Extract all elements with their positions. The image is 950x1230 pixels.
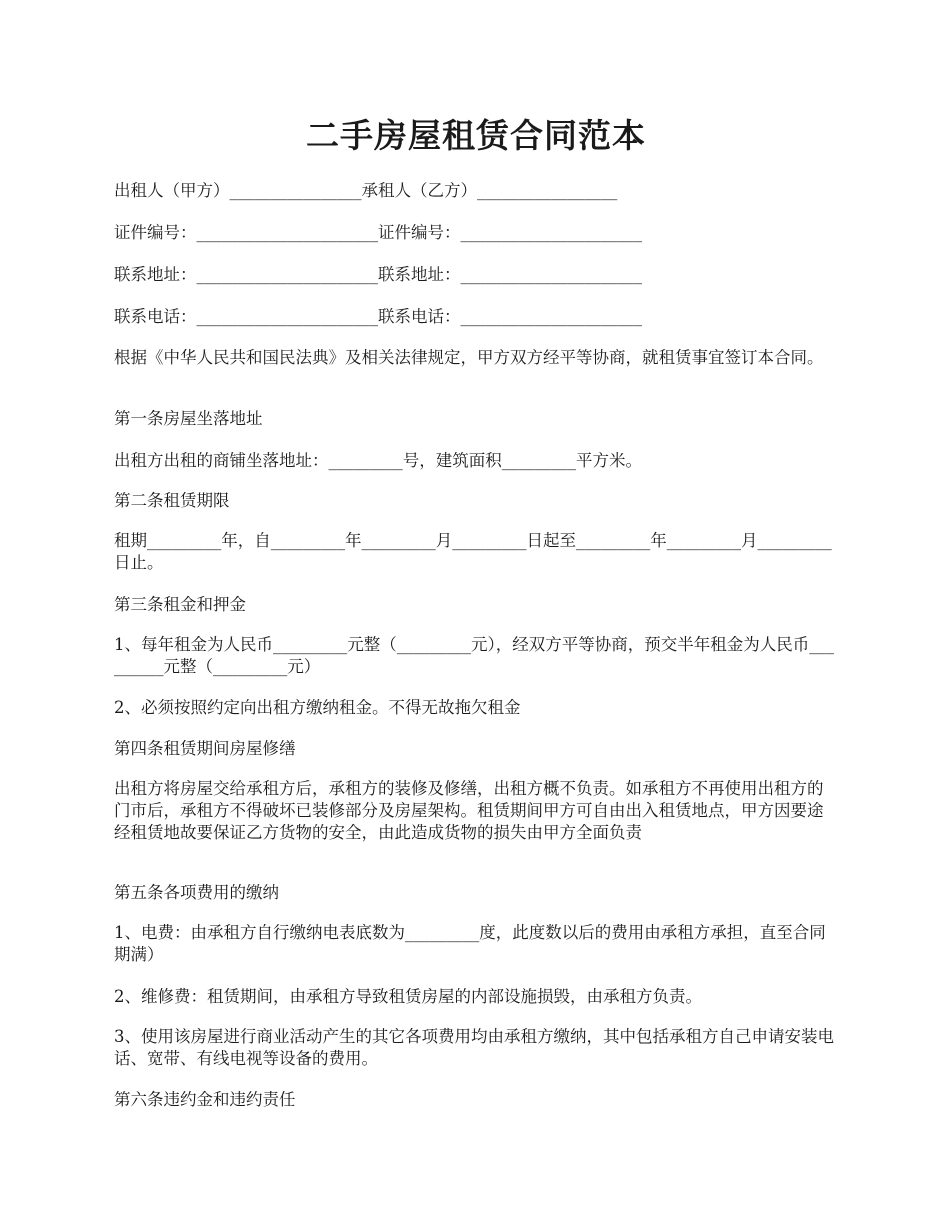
article3-heading: 第三条租金和押金	[114, 595, 246, 614]
article2-text: 租期_________年，自_________年_________月_________日起至_________年_________月_________日止。	[114, 531, 832, 572]
article1-heading: 第一条房屋坐落地址	[114, 409, 263, 428]
article6-heading: 第六条违约金和违约责任	[114, 1090, 296, 1109]
parties-address-line: 联系地址：______________________联系地址：______________________	[114, 265, 642, 284]
parties-phone-line: 联系电话：______________________联系电话：______________________	[114, 307, 642, 326]
article5-item1: 1、电费：由承租方自行缴纳电表底数为_________度，此度数以后的费用由承租方承担，直至合同期满）	[114, 923, 826, 964]
article5-item2: 2、维修费：租赁期间，由承租方导致租赁房屋的内部设施损毁，由承租方负责。	[114, 987, 702, 1006]
article4-heading: 第四条租赁期间房屋修缮	[114, 739, 296, 758]
parties-lessor-line: 出租人（甲方）________________承租人（乙方）_________________	[114, 181, 618, 200]
article2-heading: 第二条租赁期限	[114, 491, 230, 510]
article3-item1: 1、每年租金为人民币_________元整（_________元），经双方平等协商，预交半年租金为人民币_________元整（_________元）	[114, 635, 834, 676]
article3-item2: 2、必须按照约定向出租方缴纳租金。不得无故拖欠租金	[114, 698, 521, 717]
page-title: 二手房屋租赁合同范本	[306, 116, 646, 155]
article5-heading: 第五条各项费用的缴纳	[114, 883, 279, 902]
article5-item3: 3、使用该房屋进行商业活动产生的其它各项费用均由承租方缴纳，其中包括承租方自己申请安装电话、宽带、有线电视等设备的费用。	[114, 1027, 834, 1068]
parties-id-line: 证件编号：______________________证件编号：______________________	[114, 223, 642, 242]
preamble-paragraph: 根据《中华人民共和国民法典》及相关法律规定，甲方双方经平等协商，就租赁事宜签订本合同。	[114, 348, 824, 367]
article1-text: 出租方出租的商铺坐落地址：_________号，建筑面积_________平方米。	[114, 451, 642, 470]
article4-text: 出租方将房屋交给承租方后，承租方的装修及修缮，出租方概不负责。如承租方不再使用出租方的门市后，承租方不得破坏已装修部分及房屋架构。租赁期间甲方可自由出入租赁地点，甲方因要途经租赁地故要保证乙方货物的安全，由此造成货物的损失由甲方全面负责	[114, 779, 824, 842]
